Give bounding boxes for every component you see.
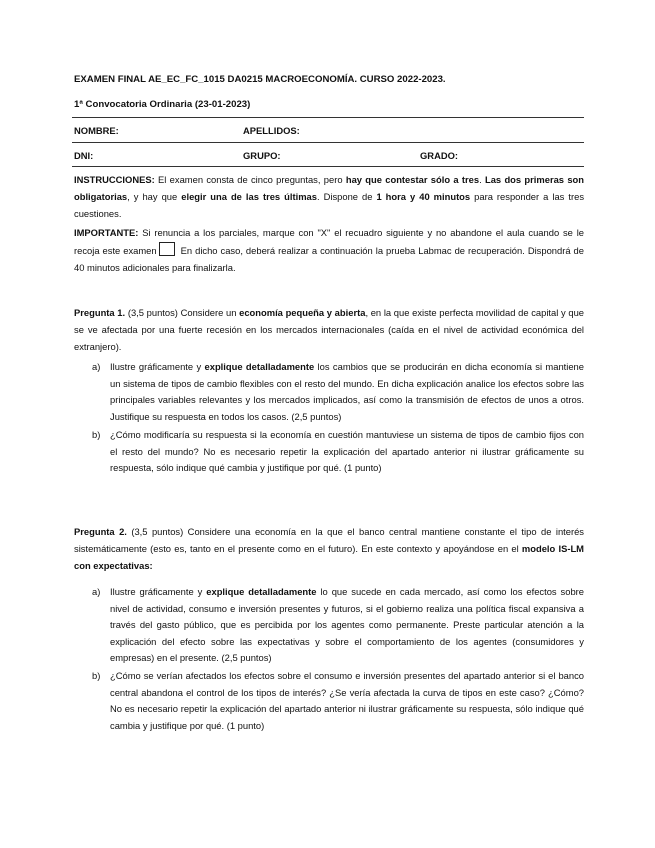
- grupo-label: GRUPO:: [243, 150, 281, 161]
- convocatoria-date: 1ª Convocatoria Ordinaria (23-01-2023): [74, 99, 251, 110]
- question-2-intro: Pregunta 2. (3,5 puntos) Considere una economía en la que el banco central mantiene constante el tipo de interés sistemáticamente (esto es, tanto en el presente como en el futuro). En este contexto y apoyándose en el modelo IS-LM con expectativas:: [74, 526, 584, 571]
- question-2-part-b: b) ¿Cómo se verían afectados los efectos sobre el consumo e inversión presentes del apartado anterior si el banco central abandona el control de los tipos de interés? ¿Se vería afectada la curva de tipos en este caso? ¿Cómo? No es necesario repetir la explicación del apartado anterior ni ilustrar gráficamente su respuesta, sólo indique qué cambia y justifique por qué. (1 punto): [92, 670, 584, 731]
- question-1-label: Pregunta 1.: [74, 307, 126, 318]
- grado-label: GRADO:: [420, 150, 459, 161]
- question-1-intro: Pregunta 1. (3,5 puntos) Considere un economía pequeña y abierta, en la que existe perfecta movilidad de capital y que se ve afectada por una fuerte recesión en los mercados internacionales (caída en el nivel de actividad económica del extranjero).: [74, 307, 585, 352]
- question-1-part-a: a) Ilustre gráficamente y explique detalladamente los cambios que se producirán en dicha economía si mantiene un sistema de tipos de cambio flexibles con el resto del mundo. En dicha explicación analice los efectos sobre las principales variables relevantes y los mercados implicados, así como la transmisión de efectos de unos a otros. Justifique su respuesta en todos los casos. (2,5 puntos): [92, 361, 584, 422]
- nombre-label: NOMBRE:: [74, 125, 119, 136]
- dni-label: DNI:: [74, 150, 94, 161]
- apellidos-label: APELLIDOS:: [243, 125, 300, 136]
- question-2-label: Pregunta 2.: [74, 526, 127, 537]
- important-label: IMPORTANTE:: [74, 227, 139, 238]
- question-2-part-a: a) Ilustre gráficamente y explique detalladamente lo que sucede en cada mercado, así como los efectos sobre nivel de actividad, consumo e inversión presentes y futuros, si el gobierno realiza una política fiscal expansiva a través del gasto público, que es percibida por los agentes como permanente. Preste particular atención a la explicación del efecto sobre las expectativas y sobre el comportamiento de los agentes (consumidores y empresas) en el presente. (2,5 puntos): [92, 586, 585, 663]
- instructions-paragraph: INSTRUCCIONES: El examen consta de cinco preguntas, pero hay que contestar sólo a tres. Las dos primeras son obligatorias, y hay que elegir una de las tres últimas. Dispone de 1 hora y 40 minutos para responder a las tres cuestiones.: [74, 174, 585, 219]
- renuncia-checkbox[interactable]: [159, 242, 175, 256]
- divider: [72, 117, 584, 118]
- important-paragraph: IMPORTANTE: Si renuncia a los parciales, marque con "X" el recuadro siguiente y no abandone el aula cuando se le recoja este examen En dicho caso, deberá realizar a continuación la prueba Labmac de recuperación. Dispondrá de 40 minutos adicionales para finalizarla.: [74, 227, 584, 273]
- instructions-label: INSTRUCCIONES:: [74, 174, 155, 185]
- divider: [72, 166, 584, 167]
- exam-title: EXAMEN FINAL AE_EC_FC_1015 DA0215 MACROECONOMÍA. CURSO 2022-2023.: [74, 74, 446, 85]
- divider: [72, 142, 584, 143]
- question-1-part-b: b) ¿Cómo modificaría su respuesta si la economía en cuestión mantuviese un sistema de tipos de cambio fijos con el resto del mundo? No es necesario repetir la explicación del apartado anterior ni ilustrar gráficamente su respuesta, sólo indique qué cambia y justifique por qué. (1 punto): [92, 429, 584, 473]
